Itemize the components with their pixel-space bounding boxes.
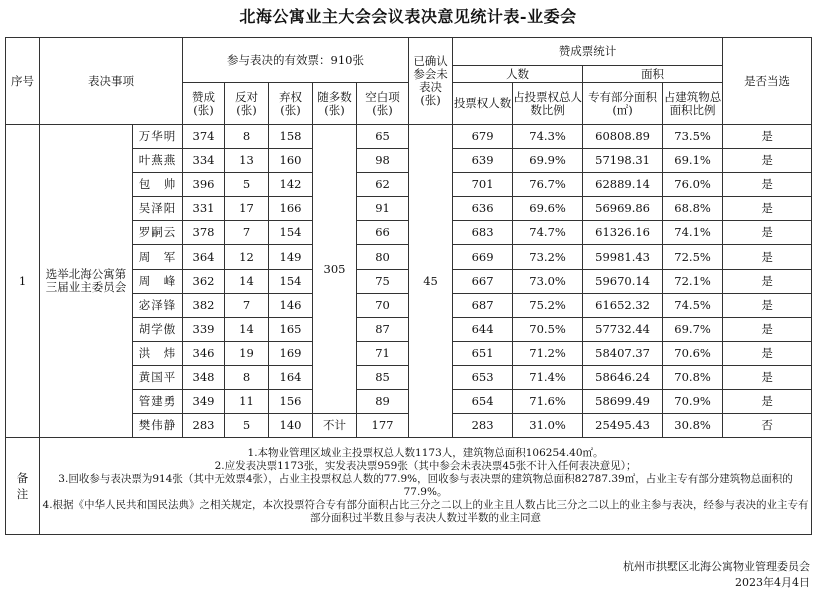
header-area-ratio: 占建筑物总面积比例 [663, 83, 723, 125]
abstain-count: 158 [269, 125, 313, 149]
approve-count: 378 [183, 221, 225, 245]
area-value: 25495.43 [583, 414, 663, 438]
oppose-count: 12 [225, 245, 269, 269]
abstain-count: 154 [269, 221, 313, 245]
area-value: 61652.32 [583, 293, 663, 317]
candidate-name: 万华明 [133, 125, 183, 149]
area-ratio: 73.5% [663, 125, 723, 149]
elected-flag: 是 [723, 197, 812, 221]
note-line: 1.本物业管理区域业主投票权总人数1173人，建筑物总面积106254.40㎡。 [247, 447, 604, 460]
voters-count: 283 [453, 414, 513, 438]
blank-count: 98 [357, 149, 409, 173]
area-value: 59981.43 [583, 245, 663, 269]
candidate-name: 黄国平 [133, 365, 183, 389]
voters-count: 687 [453, 293, 513, 317]
area-value: 60808.89 [583, 125, 663, 149]
oppose-count: 14 [225, 269, 269, 293]
abstain-count: 166 [269, 197, 313, 221]
header-voters: 投票权人数 [453, 83, 513, 125]
voters-ratio: 69.9% [513, 149, 583, 173]
blank-count: 85 [357, 365, 409, 389]
abstain-count: 140 [269, 414, 313, 438]
oppose-count: 8 [225, 365, 269, 389]
header-area-col: 专有部分面积(㎡) [583, 83, 663, 125]
header-oppose: 反对(张) [225, 83, 269, 125]
approve-count: 349 [183, 390, 225, 414]
blank-count: 65 [357, 125, 409, 149]
abstain-count: 154 [269, 269, 313, 293]
voters-count: 654 [453, 390, 513, 414]
abstain-count: 160 [269, 149, 313, 173]
blank-count: 87 [357, 317, 409, 341]
candidate-name: 周 峰 [133, 269, 183, 293]
voters-ratio: 70.5% [513, 317, 583, 341]
confirmed-shared: 45 [409, 125, 453, 438]
voters-ratio: 71.6% [513, 390, 583, 414]
header-matter: 表决事项 [40, 38, 183, 125]
voters-count: 669 [453, 245, 513, 269]
area-ratio: 69.7% [663, 317, 723, 341]
voters-count: 644 [453, 317, 513, 341]
candidate-name: 吴泽阳 [133, 197, 183, 221]
voters-ratio: 69.6% [513, 197, 583, 221]
footer-org: 杭州市拱墅区北海公寓物业管理委员会 [623, 560, 810, 573]
area-ratio: 74.5% [663, 293, 723, 317]
item-matter: 选举北海公寓第三届业主委员会 [40, 125, 133, 438]
blank-count: 62 [357, 173, 409, 197]
header-valid-votes: 参与表决的有效票：910张 [183, 38, 409, 83]
approve-count: 346 [183, 341, 225, 365]
elected-flag: 是 [723, 317, 812, 341]
oppose-count: 11 [225, 390, 269, 414]
approve-count: 334 [183, 149, 225, 173]
note-line: 3.回收参与表决票为914张（其中无效票4张），占业主投票权总人数的77.9%，回收参与表决票的建筑物总面积82787.39㎡，占业主专有部分建筑物总面积的77.9%。 [58, 473, 793, 499]
notes-label-text: 备注 [16, 471, 29, 502]
blank-count: 66 [357, 221, 409, 245]
voters-count: 679 [453, 125, 513, 149]
header-follow: 随多数(张) [313, 83, 357, 125]
header-seq: 序号 [6, 38, 40, 125]
candidate-name: 包 帅 [133, 173, 183, 197]
table-row [6, 125, 812, 149]
oppose-count: 19 [225, 341, 269, 365]
elected-flag: 是 [723, 149, 812, 173]
area-ratio: 70.6% [663, 341, 723, 365]
follow-majority-shared: 305 [313, 125, 357, 414]
candidate-name: 洪 炜 [133, 341, 183, 365]
abstain-count: 149 [269, 245, 313, 269]
abstain-count: 156 [269, 390, 313, 414]
item-seq: 1 [6, 125, 40, 438]
area-value: 61326.16 [583, 221, 663, 245]
elected-flag: 是 [723, 390, 812, 414]
elected-flag: 否 [723, 414, 812, 438]
voters-count: 651 [453, 341, 513, 365]
area-ratio: 74.1% [663, 221, 723, 245]
elected-flag: 是 [723, 125, 812, 149]
elected-flag: 是 [723, 341, 812, 365]
approve-count: 283 [183, 414, 225, 438]
blank-count: 70 [357, 293, 409, 317]
area-ratio: 70.9% [663, 390, 723, 414]
area-value: 58699.49 [583, 390, 663, 414]
voters-count: 667 [453, 269, 513, 293]
footer-date: 2023年4月4日 [735, 576, 810, 589]
candidate-name: 宓泽锋 [133, 293, 183, 317]
voters-count: 639 [453, 149, 513, 173]
header-confirmed: 已确认参会未表决(张) [409, 38, 453, 125]
area-value: 58646.24 [583, 365, 663, 389]
note-line: 4.根据《中华人民共和国民法典》之相关规定，本次投票符合专有部分面积占比三分之二以上的业主且人数占比三分之二以上的业主参与表决，经参与表决的业主专有部分面积过半数且参与表决人数过半数的业主同意 [42, 499, 809, 525]
follow-majority-count: 不计 [313, 414, 357, 438]
voters-ratio: 73.0% [513, 269, 583, 293]
approve-count: 331 [183, 197, 225, 221]
notes-body [40, 438, 812, 535]
voters-ratio: 76.7% [513, 173, 583, 197]
area-ratio: 69.1% [663, 149, 723, 173]
approve-count: 364 [183, 245, 225, 269]
area-value: 59670.14 [583, 269, 663, 293]
blank-count: 80 [357, 245, 409, 269]
header-approve-stats: 赞成票统计 [453, 38, 723, 66]
candidate-name: 胡学傲 [133, 317, 183, 341]
approve-count: 396 [183, 173, 225, 197]
header-area: 面积 [583, 66, 723, 83]
candidate-name: 周 军 [133, 245, 183, 269]
voters-ratio: 75.2% [513, 293, 583, 317]
area-ratio: 30.8% [663, 414, 723, 438]
elected-flag: 是 [723, 173, 812, 197]
oppose-count: 17 [225, 197, 269, 221]
blank-count: 75 [357, 269, 409, 293]
voters-ratio: 74.3% [513, 125, 583, 149]
candidate-name: 罗嗣云 [133, 221, 183, 245]
approve-count: 339 [183, 317, 225, 341]
oppose-count: 8 [225, 125, 269, 149]
abstain-count: 169 [269, 341, 313, 365]
elected-flag: 是 [723, 245, 812, 269]
oppose-count: 5 [225, 414, 269, 438]
area-value: 62889.14 [583, 173, 663, 197]
oppose-count: 13 [225, 149, 269, 173]
header-voters-ratio: 占投票权总人数比例 [513, 83, 583, 125]
area-ratio: 72.1% [663, 269, 723, 293]
approve-count: 374 [183, 125, 225, 149]
approve-count: 362 [183, 269, 225, 293]
header-blank: 空白项(张) [357, 83, 409, 125]
abstain-count: 164 [269, 365, 313, 389]
blank-count: 89 [357, 390, 409, 414]
area-value: 56969.86 [583, 197, 663, 221]
abstain-count: 146 [269, 293, 313, 317]
elected-flag: 是 [723, 293, 812, 317]
area-value: 58407.37 [583, 341, 663, 365]
area-value: 57732.44 [583, 317, 663, 341]
voters-ratio: 71.2% [513, 341, 583, 365]
abstain-count: 165 [269, 317, 313, 341]
voters-count: 636 [453, 197, 513, 221]
area-ratio: 70.8% [663, 365, 723, 389]
voters-ratio: 73.2% [513, 245, 583, 269]
header-abstain: 弃权(张) [269, 83, 313, 125]
area-ratio: 68.8% [663, 197, 723, 221]
voters-ratio: 31.0% [513, 414, 583, 438]
page-title: 北海公寓业主大会会议表决意见统计表-业委会 [239, 7, 577, 26]
voters-count: 653 [453, 365, 513, 389]
oppose-count: 7 [225, 293, 269, 317]
voters-count: 701 [453, 173, 513, 197]
area-ratio: 72.5% [663, 245, 723, 269]
header-elected: 是否当选 [723, 38, 812, 125]
elected-flag: 是 [723, 365, 812, 389]
voters-ratio: 71.4% [513, 365, 583, 389]
blank-count: 71 [357, 341, 409, 365]
abstain-count: 142 [269, 173, 313, 197]
note-line: 2.应发表决票1173张，实发表决票959张（其中参会未表决票45张不计入任何表决意见）； [214, 460, 637, 473]
voters-ratio: 74.7% [513, 221, 583, 245]
vote-table [5, 37, 812, 535]
oppose-count: 5 [225, 173, 269, 197]
blank-count: 177 [357, 414, 409, 438]
voters-count: 683 [453, 221, 513, 245]
approve-count: 382 [183, 293, 225, 317]
blank-count: 91 [357, 197, 409, 221]
header-approve: 赞成(张) [183, 83, 225, 125]
elected-flag: 是 [723, 269, 812, 293]
elected-flag: 是 [723, 221, 812, 245]
candidate-name: 管建勇 [133, 390, 183, 414]
header-people: 人数 [453, 66, 583, 83]
candidate-name: 樊伟静 [133, 414, 183, 438]
approve-count: 348 [183, 365, 225, 389]
oppose-count: 7 [225, 221, 269, 245]
oppose-count: 14 [225, 317, 269, 341]
area-value: 57198.31 [583, 149, 663, 173]
area-ratio: 76.0% [663, 173, 723, 197]
candidate-name: 叶燕燕 [133, 149, 183, 173]
notes-label [6, 438, 40, 535]
